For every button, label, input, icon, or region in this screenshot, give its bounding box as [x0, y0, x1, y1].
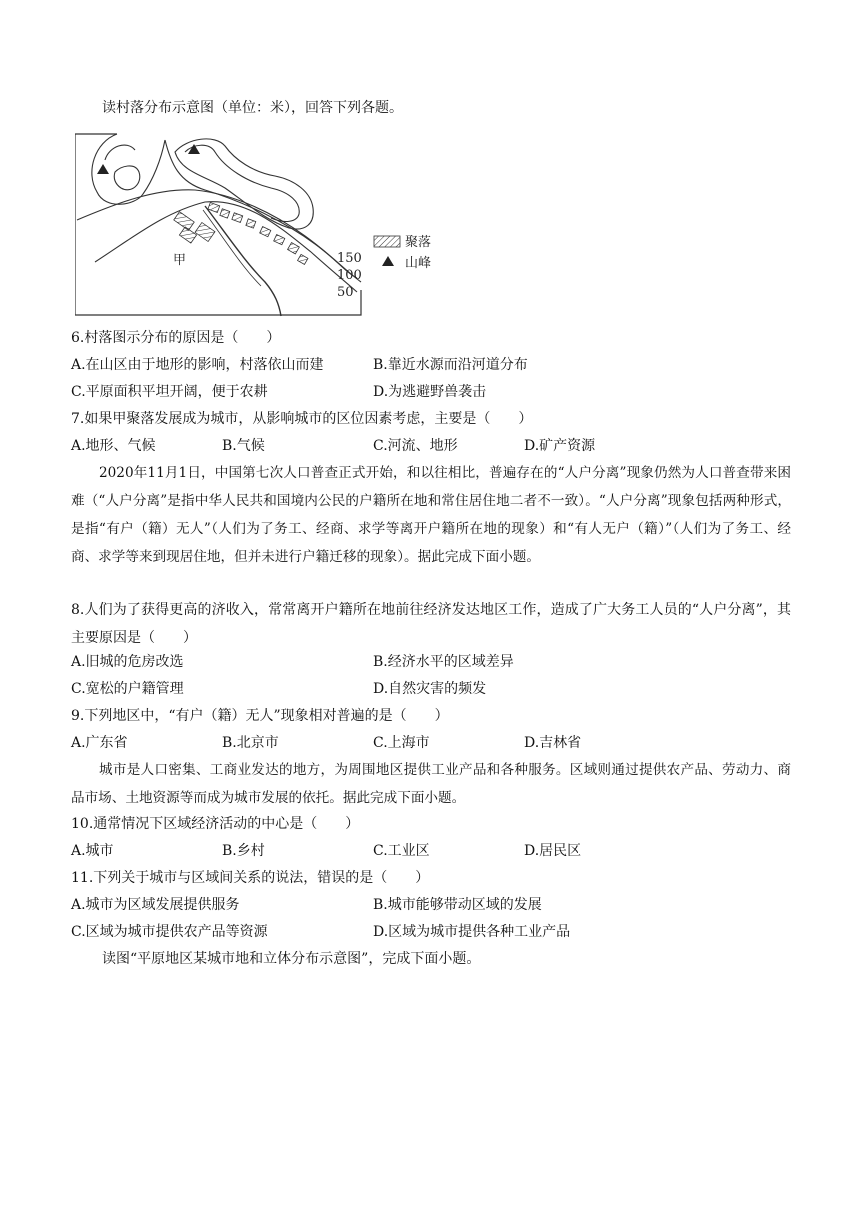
legend-peak-label: 山峰 [405, 256, 432, 271]
question-10-option-d: D.居民区 [524, 843, 582, 859]
question-6-option-a: A.在山区由于地形的影响，村落依山而建 [71, 357, 324, 373]
question-7-option-c: C.河流、地形 [373, 438, 458, 454]
question-11-option-d: D.区域为城市提供各种工业产品 [373, 924, 571, 940]
question-8-stem: 8.人们为了获得更高的济收入，常常离开户籍所在地前往经济发达地区工作，造成了广大务工人员的“人户分离”，其主要原因是（ ） [71, 602, 791, 646]
question-6-option-c: C.平原面积平坦开阔，便于农耕 [71, 384, 268, 400]
contour-label-150: 150 [337, 251, 362, 266]
map-legend [374, 235, 431, 271]
question-10-option-c: C.工业区 [373, 843, 430, 859]
label-jia: 甲 [173, 253, 187, 268]
question-7-stem: 7.如果甲聚落发展成为城市，从影响城市的区位因素考虑，主要是（ ） [71, 411, 533, 427]
contour-label-50: 50 [337, 285, 354, 300]
question-8-option-a: A.旧城的危房改选 [71, 654, 184, 670]
contour-label-100: 100 [337, 268, 362, 283]
question-11-option-a: A.城市为区域发展提供服务 [71, 897, 240, 913]
settlement-legend-swatch [374, 236, 400, 247]
question-6-stem: 6.村落图示分布的原因是（ ） [71, 330, 281, 346]
question-9-option-c: C.上海市 [373, 735, 430, 751]
passage-city-region: 城市是人口密集、工商业发达的地方，为周围地区提供工业产品和各种服务。区域则通过提供农产品、劳动力、商品市场、土地资源等而成为城市发展的依托。据此完成下面小题。 [71, 762, 791, 806]
passage-census: 2020年11月1日，中国第七次人口普查正式开始，和以往相比，普遍存在的“人户分离”现象仍然为人口普查带来困难（“人户分离”是指中华人民共和国境内公民的户籍所在地和常住居住地二者不一致）。“人户分离”现象包括两种形式，是指“有户（籍）无人”（人们为了务工、经商、求学等离开户籍所在地的现象）和“有人无户（籍）”（人们为了务工、经商、求学等来到现居住地，但并未进行户籍迁移的现象）。据此完成下面小题。 [71, 465, 791, 565]
question-9-option-a: A.广东省 [71, 735, 128, 751]
question-6-option-d: D.为逃避野兽袭击 [373, 384, 487, 400]
question-10-stem: 10.通常情况下区域经济活动的中心是（ ） [71, 816, 360, 832]
question-11-option-b: B.城市能够带动区域的发展 [373, 897, 542, 913]
question-8-option-b: B.经济水平的区域差异 [373, 654, 514, 670]
intro-figure-text: 读图“平原地区某城市地和立体分布示意图”，完成下面小题。 [102, 951, 481, 967]
village-distribution-map [75, 132, 445, 317]
question-8-option-c: C.宽松的户籍管理 [71, 681, 184, 697]
river [205, 206, 281, 316]
contour-lines [77, 134, 361, 292]
question-7-option-b: B.气候 [222, 438, 265, 454]
question-6-option-b: B.靠近水源而沿河道分布 [373, 357, 528, 373]
question-11-stem: 11.下列关于城市与区域间关系的说法，错误的是（ ） [71, 870, 430, 886]
question-9-option-d: D.吉林省 [524, 735, 582, 751]
peak-legend-icon [382, 256, 394, 266]
question-7-option-a: A.地形、气候 [71, 438, 156, 454]
question-11-option-c: C.区域为城市提供农产品等资源 [71, 924, 268, 940]
question-7-option-d: D.矿产资源 [524, 438, 596, 454]
legend-settlement-label: 聚落 [405, 235, 432, 250]
question-9-option-b: B.北京市 [222, 735, 279, 751]
question-9-stem: 9.下列地区中，“有户（籍）无人”现象相对普遍的是（ ） [71, 708, 449, 724]
question-10-option-a: A.城市 [71, 843, 114, 859]
question-8-option-d: D.自然灾害的频发 [373, 681, 487, 697]
intro-text: 读村落分布示意图（单位：米），回答下列各题。 [102, 100, 403, 116]
question-10-option-b: B.乡村 [222, 843, 265, 859]
